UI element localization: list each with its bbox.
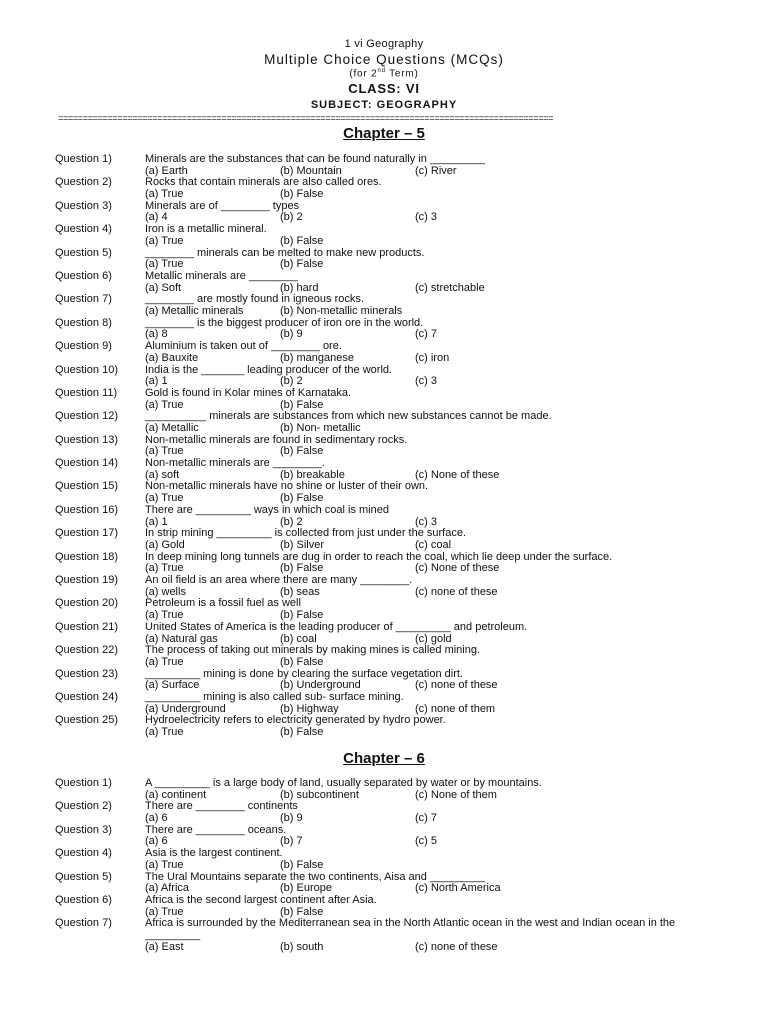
answer-option: (a) Surface [145,679,200,692]
question-text: _________ mining is also called sub- surface mining. [145,690,404,703]
question-number: Question 25) [55,714,118,727]
question-item [55,271,715,294]
question-item [55,154,715,177]
answer-option: (a) True [145,258,184,271]
question-text: ________ are mostly found in igneous rocks. [145,293,364,306]
answer-option: (b) False [280,905,324,918]
question-number: Question 21) [55,620,118,633]
answer-option: (c) gold [415,632,452,645]
answer-option: (a) continent [145,788,207,801]
answer-option: (c) iron [415,351,450,364]
question-item [55,341,715,364]
answer-option: (b) manganese [280,351,354,364]
chapter-5-questions [55,154,715,739]
question-text: In deep mining long tunnels are dug in order to reach the coal, which lie deep under the surface. [145,550,613,563]
answer-option: (a) Underground [145,702,226,715]
question-number: Question 2) [55,176,112,189]
answer-option: (c) 3 [415,515,437,528]
answer-option: (b) False [280,258,324,271]
question-item [55,388,715,411]
answer-option: (a) True [145,905,184,918]
subject-label: SUBJECT: GEOGRAPHY [310,99,458,111]
question-number: Question 11) [55,386,118,399]
answer-option: (a) Africa [145,882,190,895]
question-text: Iron is a metallic mineral. [145,223,267,236]
question-item [55,365,715,388]
question-text: An oil field is an area where there are many ________. [145,574,413,587]
question-number: Question 5) [55,246,112,259]
question-number: Question 18) [55,550,118,563]
question-item [55,848,715,871]
answer-option: (a) Soft [145,281,182,294]
answer-option: (b) False [280,492,324,505]
document-title: Multiple Choice Questions (MCQs) [264,52,504,67]
answer-option: (c) North America [415,882,501,895]
answer-option: (b) Highway [280,702,339,715]
chapter-6-heading: Chapter – 6 [343,750,425,767]
answer-option: (c) stretchable [415,281,485,294]
question-text: Minerals are of ________ types [145,199,300,212]
question-text: Metallic minerals are ________ [145,269,298,282]
answer-option: (a) Gold [145,538,185,551]
answer-option: (b) False [280,398,324,411]
answer-option: (c) None of these [415,468,500,481]
question-item [55,552,715,575]
chapter-6-questions [55,778,715,953]
question-item [55,669,715,692]
answer-option: (a) 1 [145,375,168,388]
answer-options [145,860,715,872]
answer-option: (b) 2 [280,211,303,224]
question-text: Petroleum is a fossil fuel as well [145,597,301,610]
answer-option: (b) Non- metallic [280,422,361,434]
question-item [55,645,715,668]
answer-option: (b) breakable [280,468,345,481]
answer-option: (c) 3 [415,211,437,224]
answer-option: (b) 7 [280,835,303,848]
answer-options [145,236,715,248]
question-number: Question 3) [55,199,112,212]
question-text: Gold is found in Kolar mines of Karnataka. [145,386,352,399]
answer-option: (a) 1 [145,515,168,528]
answer-option: (b) False [280,445,324,458]
question-text: The process of taking out minerals by making mines is called mining. [145,644,481,657]
question-text: United States of America is the leading producer of _________ and petroleum. [145,620,528,633]
answer-option: (a) True [145,445,184,458]
question-item [55,411,715,434]
question-number: Question 7) [55,917,112,930]
answer-option: (a) Metallic [145,422,199,434]
answer-options [145,540,715,552]
question-number: Question 6) [55,269,112,282]
question-text: Minerals are the substances that can be found naturally in _________ [145,153,486,165]
answer-option: (b) False [280,234,324,247]
answer-option: (a) 8 [145,328,168,341]
question-item [55,598,715,621]
question-text: Rocks that contain minerals are also called ores. [145,176,382,189]
answer-option: (c) 3 [415,375,437,388]
question-number: Question 19) [55,574,118,587]
question-number: Question 24) [55,690,118,703]
answer-option: (a) Bauxite [145,351,199,364]
question-number: Question 1) [55,777,112,789]
question-item [55,825,715,848]
answer-options [145,657,715,669]
question-item [55,622,715,645]
separator-line: ==================================================================================================== [58,114,554,124]
question-text: Africa is the second largest continent after Asia. [145,893,377,906]
question-item [55,505,715,528]
answer-option: (b) 9 [280,812,303,825]
answer-option: (b) False [280,858,324,871]
answer-option: (a) True [145,562,184,575]
answer-option: (b) False [280,562,324,575]
answer-option: (b) south [280,940,324,953]
answer-option: (b) False [280,609,324,622]
question-item [55,294,715,317]
answer-option: (c) River [415,164,457,177]
question-number: Question 1) [55,153,112,165]
answer-option: (b) Mountain [280,164,342,177]
answer-option: (b) 2 [280,375,303,388]
answer-option: (a) True [145,726,184,739]
answer-option: (c) 7 [415,812,437,825]
question-number: Question 6) [55,893,112,906]
question-number: Question 20) [55,597,118,610]
answer-option: (b) 9 [280,328,303,341]
answer-option: (b) False [280,188,324,201]
answer-option: (a) 6 [145,835,168,848]
question-number: Question 15) [55,480,118,493]
question-number: Question 9) [55,340,112,353]
question-text: A _________ is a large body of land, usually separated by water or by mountains. [145,777,542,789]
answer-option: (a) East [145,940,184,953]
answer-option: (b) Silver [280,538,325,551]
term-label: (for 2nd Term) [349,68,419,80]
answer-option: (a) 4 [145,211,168,224]
question-number: Question 8) [55,316,112,329]
question-text: Non-metallic minerals are found in sedimentary rocks. [145,433,408,446]
answer-option: (a) True [145,234,184,247]
answer-option: (c) none of these [415,585,498,598]
question-item [55,778,715,801]
question-text: _________ mining is done by clearing the surface vegetation dirt. [145,667,463,680]
answer-option: (a) 6 [145,812,168,825]
answer-options [145,942,715,954]
answer-option: (a) Natural gas [145,632,218,645]
answer-option: (c) none of these [415,679,498,692]
answer-option: (a) True [145,858,184,871]
question-text: There are ________ oceans. [145,823,287,836]
question-text: Asia is the largest continent. [145,847,283,860]
answer-option: (a) soft [145,468,180,481]
question-item [55,872,715,895]
question-text: The Ural Mountains separate the two continents, Aisa and _________ [145,870,486,883]
answer-option: (c) 7 [415,328,437,341]
question-text: Non-metallic minerals have no shine or luster of their own. [145,480,429,493]
answer-option: (a) wells [145,585,186,598]
question-number: Question 10) [55,363,118,376]
answer-option: (a) True [145,492,184,505]
answer-option: (c) coal [415,538,452,551]
answer-option: (a) True [145,188,184,201]
question-item [55,318,715,341]
answer-option: (c) none of them [415,702,496,715]
question-text: There are _________ ways in which coal is mined [145,503,389,516]
answer-option: (b) 2 [280,515,303,528]
answer-option: (c) None of them [415,788,497,801]
question-text: Non-metallic minerals are ________. [145,457,325,470]
question-number: Question 4) [55,223,112,236]
question-number: Question 22) [55,644,118,657]
answer-option: (b) Non-metallic minerals [280,305,403,318]
answer-option: (c) 5 [415,835,437,848]
question-item [55,692,715,715]
answer-option: (b) seas [280,585,320,598]
question-item [55,575,715,598]
question-number: Question 13) [55,433,118,446]
answer-option: (c) none of these [415,940,498,953]
question-number: Question 5) [55,870,112,883]
answer-option: (a) Earth [145,164,188,177]
question-item [55,528,715,551]
question-text: Africa is surrounded by the Mediterranean sea in the North Atlantic ocean in the west and Indian ocean in the _________ [145,917,676,942]
question-number: Question 7) [55,293,112,306]
chapter-5-heading: Chapter – 5 [343,125,425,142]
question-text: There are ________ continents [145,800,298,813]
answer-option: (b) hard [280,281,319,294]
question-text: __________ minerals are substances from which new substances cannot be made. [145,410,552,423]
question-text: Hydroelectricity refers to electricity generated by hydro power. [145,714,446,727]
answer-options [145,306,715,318]
question-item [55,224,715,247]
answer-option: (c) None of these [415,562,500,575]
question-number: Question 16) [55,503,118,516]
question-number: Question 17) [55,527,118,540]
question-item [55,177,715,200]
answer-option: (b) subcontinent [280,788,359,801]
answer-option: (b) False [280,726,324,739]
question-text: In strip mining _________ is collected from just under the surface. [145,527,467,540]
class-label: CLASS: VI [348,81,420,96]
question-number: Question 3) [55,823,112,836]
question-number: Question 23) [55,667,118,680]
answer-option: (a) True [145,609,184,622]
answer-option: (b) Europe [280,882,332,895]
answer-option: (a) True [145,398,184,411]
question-item [55,715,715,738]
answer-option: (b) coal [280,632,317,645]
question-text: India is the _______ leading producer of the world. [145,363,393,376]
question-item [55,201,715,224]
question-item [55,895,715,918]
question-text: Aluminium is taken out of ________ ore. [145,340,342,353]
question-number: Question 14) [55,457,118,470]
answer-option: (a) True [145,655,184,668]
answer-option: (b) False [280,655,324,668]
question-text: ________ minerals can be melted to make new products. [145,246,425,259]
answer-options [145,727,715,739]
question-number: Question 12) [55,410,118,423]
answer-options [145,353,715,365]
document-subtitle: 1 vi Geography [344,38,424,50]
answer-option: (b) Underground [280,679,361,692]
question-item [55,801,715,824]
question-item [55,458,715,481]
question-item [55,435,715,458]
question-item [55,248,715,271]
question-item [55,481,715,504]
question-text: ________ is the biggest producer of iron ore in the world. [145,316,424,329]
question-item [55,918,715,953]
answer-option: (a) Metallic minerals [145,305,244,318]
answer-options [145,423,715,435]
question-number: Question 2) [55,800,112,813]
question-number: Question 4) [55,847,112,860]
